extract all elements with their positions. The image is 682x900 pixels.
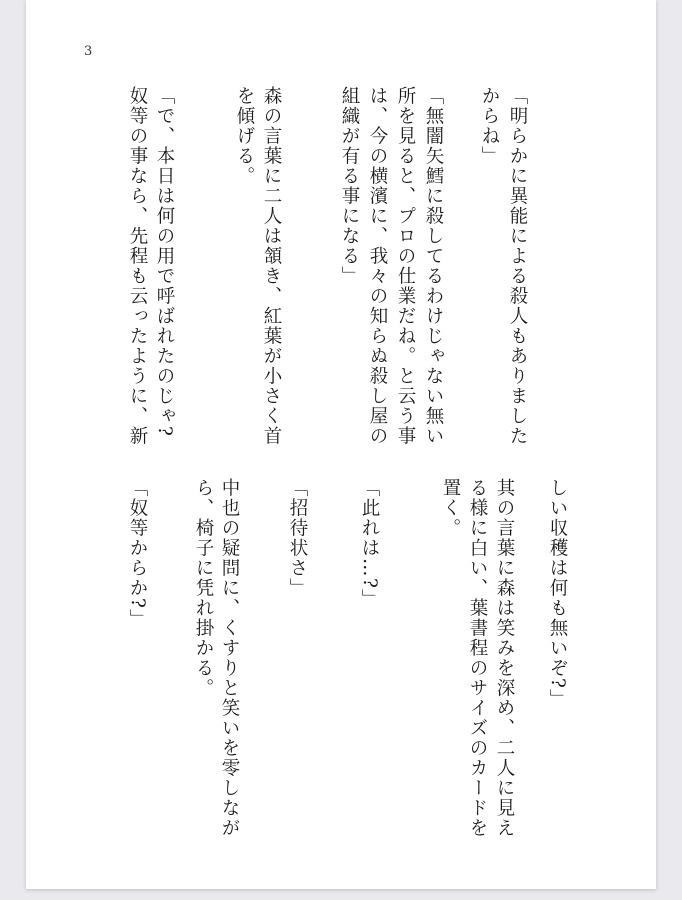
text-column: しい収穫は何も無いぞ?」 (547, 478, 568, 710)
text-column: 「明らかに異能による殺人もありました (507, 86, 528, 446)
text-column: 中也の疑問に、くすりと笑いを零しなが (219, 478, 240, 838)
text-column: ら、椅子に凭れ掛かる。 (193, 478, 214, 698)
text-column: 所を見ると、プロの仕業だね。と云う事 (395, 86, 416, 446)
text-column: 奴等の事なら、先程も云ったように、新 (127, 86, 148, 446)
text-column: 「無闇矢鱈に殺してるわけじゃない無い (423, 86, 444, 446)
text-column: 置く。 (440, 478, 461, 538)
text-column: 「奴等からか?」 (127, 478, 148, 630)
text-column: を傾げる。 (234, 86, 255, 186)
text-column: 「此れは…?」 (359, 478, 380, 610)
text-column: 其の言葉に森は笑みを深め、二人に見え (494, 478, 515, 838)
book-page (26, 0, 656, 889)
text-column: 「で、本日は何の用で呼ばれたのじゃ? (154, 86, 175, 438)
text-column: は、今の横濱に、我々の知らぬ殺し屋の (367, 86, 388, 446)
text-column: 「招待状さ」 (287, 478, 308, 598)
text-column: からね」 (479, 86, 500, 166)
page-number: 3 (84, 44, 93, 59)
text-column: る様に白い、葉書程のサイズのカードを (467, 478, 488, 838)
text-column: 組織が有る事になる」 (339, 86, 360, 286)
text-column: 森の言葉に二人は頷き、紅葉が小さく首 (261, 86, 282, 446)
